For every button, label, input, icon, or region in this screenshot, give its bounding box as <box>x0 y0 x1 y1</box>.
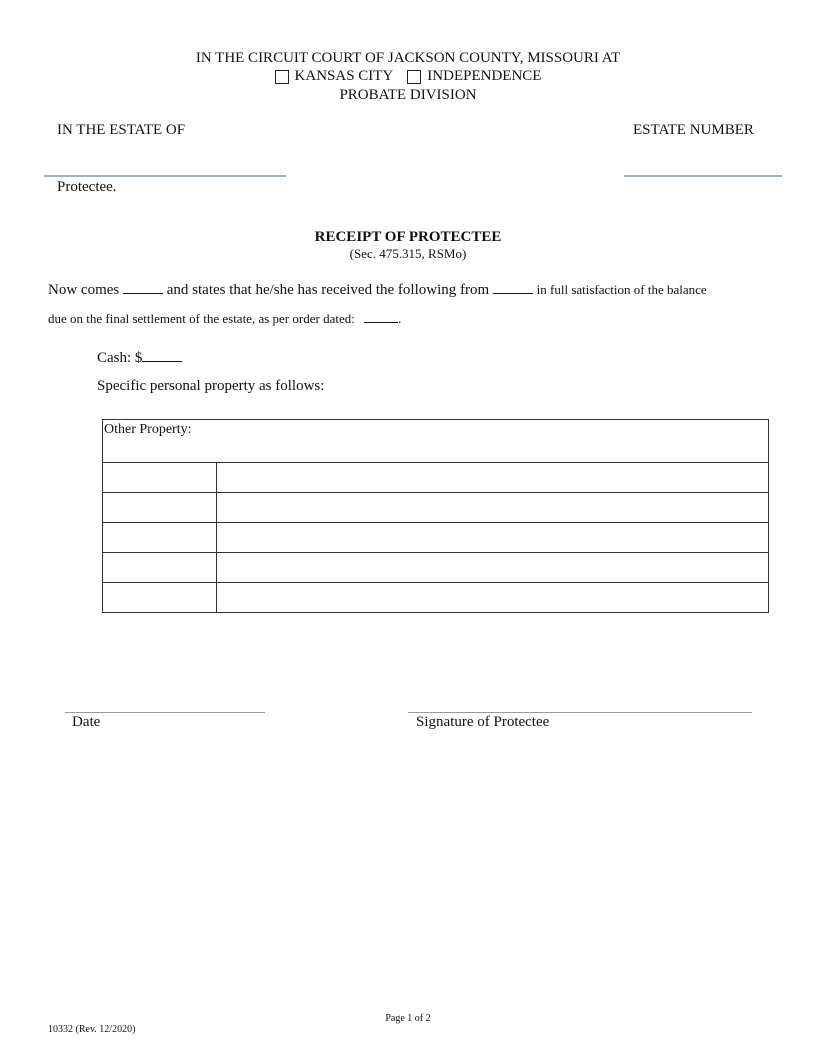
kansas-city-label: KANSAS CITY <box>294 68 394 84</box>
option-kansas-city[interactable] <box>275 67 394 86</box>
property-cell-item[interactable] <box>103 583 217 613</box>
table-row <box>103 583 769 613</box>
estate-number-field[interactable] <box>624 175 782 177</box>
page-number: Page 1 of 2 <box>385 1013 431 1024</box>
cash-amount-field[interactable] <box>142 350 182 362</box>
property-cell-description[interactable] <box>217 553 769 583</box>
court-location-options <box>0 67 816 86</box>
estate-of-label: IN THE ESTATE OF <box>57 122 186 138</box>
table-row <box>103 493 769 523</box>
form-id: 10332 (Rev. 12/2020) <box>48 1024 136 1035</box>
date-field-line[interactable] <box>65 712 265 713</box>
property-cell-item[interactable] <box>103 553 217 583</box>
order-date-blank[interactable] <box>364 311 398 323</box>
date-label: Date <box>72 714 101 730</box>
table-row <box>103 553 769 583</box>
independence-checkbox[interactable] <box>407 70 421 84</box>
protectee-label: Protectee. <box>57 179 117 195</box>
estate-name-field[interactable] <box>44 175 286 177</box>
property-cell-description[interactable] <box>217 493 769 523</box>
protectee-name-blank[interactable] <box>123 282 163 294</box>
signature-label: Signature of Protectee <box>416 714 550 730</box>
final-settlement-text: due on the final settlement of the estate, as per order dated: <box>48 311 355 326</box>
statement-paragraph-line-2 <box>48 310 401 328</box>
states-received-text: and states that he/she has received the following from <box>166 282 490 298</box>
property-cell-item[interactable] <box>103 463 217 493</box>
estate-number-label: ESTATE NUMBER <box>633 122 754 138</box>
cash-label: Cash: $ <box>97 350 143 366</box>
period: . <box>398 311 402 326</box>
kansas-city-checkbox[interactable] <box>275 70 289 84</box>
received-from-blank[interactable] <box>493 282 533 294</box>
now-comes-text: Now comes <box>48 282 120 298</box>
table-row <box>103 463 769 493</box>
option-independence[interactable] <box>407 67 541 86</box>
property-cell-description[interactable] <box>217 463 769 493</box>
property-cell-description[interactable] <box>217 583 769 613</box>
property-cell-description[interactable] <box>217 523 769 553</box>
independence-label: INDEPENDENCE <box>427 68 542 84</box>
table-row <box>103 523 769 553</box>
table-header-row <box>103 420 769 463</box>
court-title: IN THE CIRCUIT COURT OF JACKSON COUNTY, MISSOURI AT <box>195 50 621 66</box>
other-property-header: Other Property: <box>103 420 769 463</box>
property-cell-item[interactable] <box>103 523 217 553</box>
statement-paragraph-line-1 <box>48 280 770 300</box>
cash-line <box>97 350 182 367</box>
document-title: RECEIPT OF PROTECTEE <box>314 229 502 245</box>
specific-property-label: Specific personal property as follows: <box>97 378 325 394</box>
document-subtitle: (Sec. 475.315, RSMo) <box>349 246 467 261</box>
signature-field-line[interactable] <box>408 712 752 713</box>
full-satisfaction-text: in full satisfaction of the balance <box>536 282 707 297</box>
property-table <box>102 419 769 613</box>
division-title: PROBATE DIVISION <box>339 87 477 103</box>
property-cell-item[interactable] <box>103 493 217 523</box>
